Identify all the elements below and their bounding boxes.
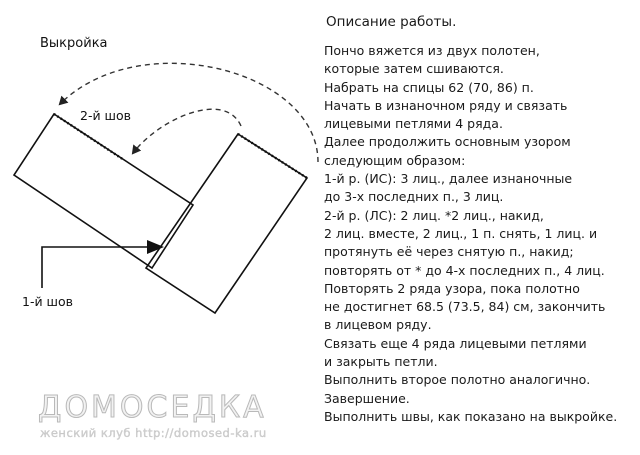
description-line: в лицевом ряду. xyxy=(324,317,432,333)
watermark-logo-text: ДОМОСЕДКА xyxy=(38,390,267,425)
description-line: 2-й р. (ЛС): 2 лиц. *2 лиц., накид, xyxy=(324,207,544,223)
description-block xyxy=(324,14,634,426)
seam-arrow-inner xyxy=(133,109,241,153)
seam-1-pointer xyxy=(42,247,150,288)
description-line: Далее продолжить основным узором xyxy=(324,134,571,150)
description-line: Связать еще 4 ряда лицевыми петлями xyxy=(324,335,587,351)
description-line: следующим образом: xyxy=(324,152,466,168)
description-line: Выполнить второе полотно аналогично. xyxy=(324,372,591,388)
site-watermark xyxy=(38,392,328,440)
panel-right xyxy=(146,134,307,313)
description-line: 1-й р. (ИС): 3 лиц., далее изнаночные xyxy=(324,171,573,187)
pattern-title: Выкройка xyxy=(40,36,108,51)
description-line: Пончо вяжется из двух полотен, xyxy=(324,43,540,58)
description-line: Завершение. xyxy=(324,390,410,406)
seam-2-label: 2-й шов xyxy=(80,108,132,123)
description-line: не достигнет 68.5 (73.5, 84) см, закончить xyxy=(324,299,606,315)
seam-1-arrowhead xyxy=(147,240,164,254)
description-line: 2 лиц. вместе, 2 лиц., 1 п. снять, 1 лиц. и xyxy=(324,225,598,241)
description-line: Начать в изнаночном ряду и связать xyxy=(324,97,568,113)
description-lines xyxy=(324,42,634,426)
description-line: и закрыть петли. xyxy=(324,354,438,370)
watermark-url: женский клуб http://domosed-ka.ru xyxy=(40,426,267,440)
description-line: протянуть её через снятую п., накид; xyxy=(324,244,574,260)
description-line: Набрать на спицы 62 (70, 86) п. xyxy=(324,79,534,95)
description-line: которые затем сшиваются. xyxy=(324,61,504,77)
description-line: Повторять 2 ряда узора, пока полотно xyxy=(324,280,580,296)
seam-2-dotted-right xyxy=(238,134,307,178)
panel-left xyxy=(14,114,193,268)
description-line: повторять от * до 4-х последних п., 4 лиц. xyxy=(324,262,605,278)
description-title: Описание работы. xyxy=(326,14,457,30)
seam-1-label: 1-й шов xyxy=(22,294,74,309)
description-line: лицевыми петлями 4 ряда. xyxy=(324,116,503,132)
description-line: Выполнить швы, как показано на выкройке. xyxy=(324,408,618,424)
description-line: до 3-х последних п., 3 лиц. xyxy=(324,189,504,205)
